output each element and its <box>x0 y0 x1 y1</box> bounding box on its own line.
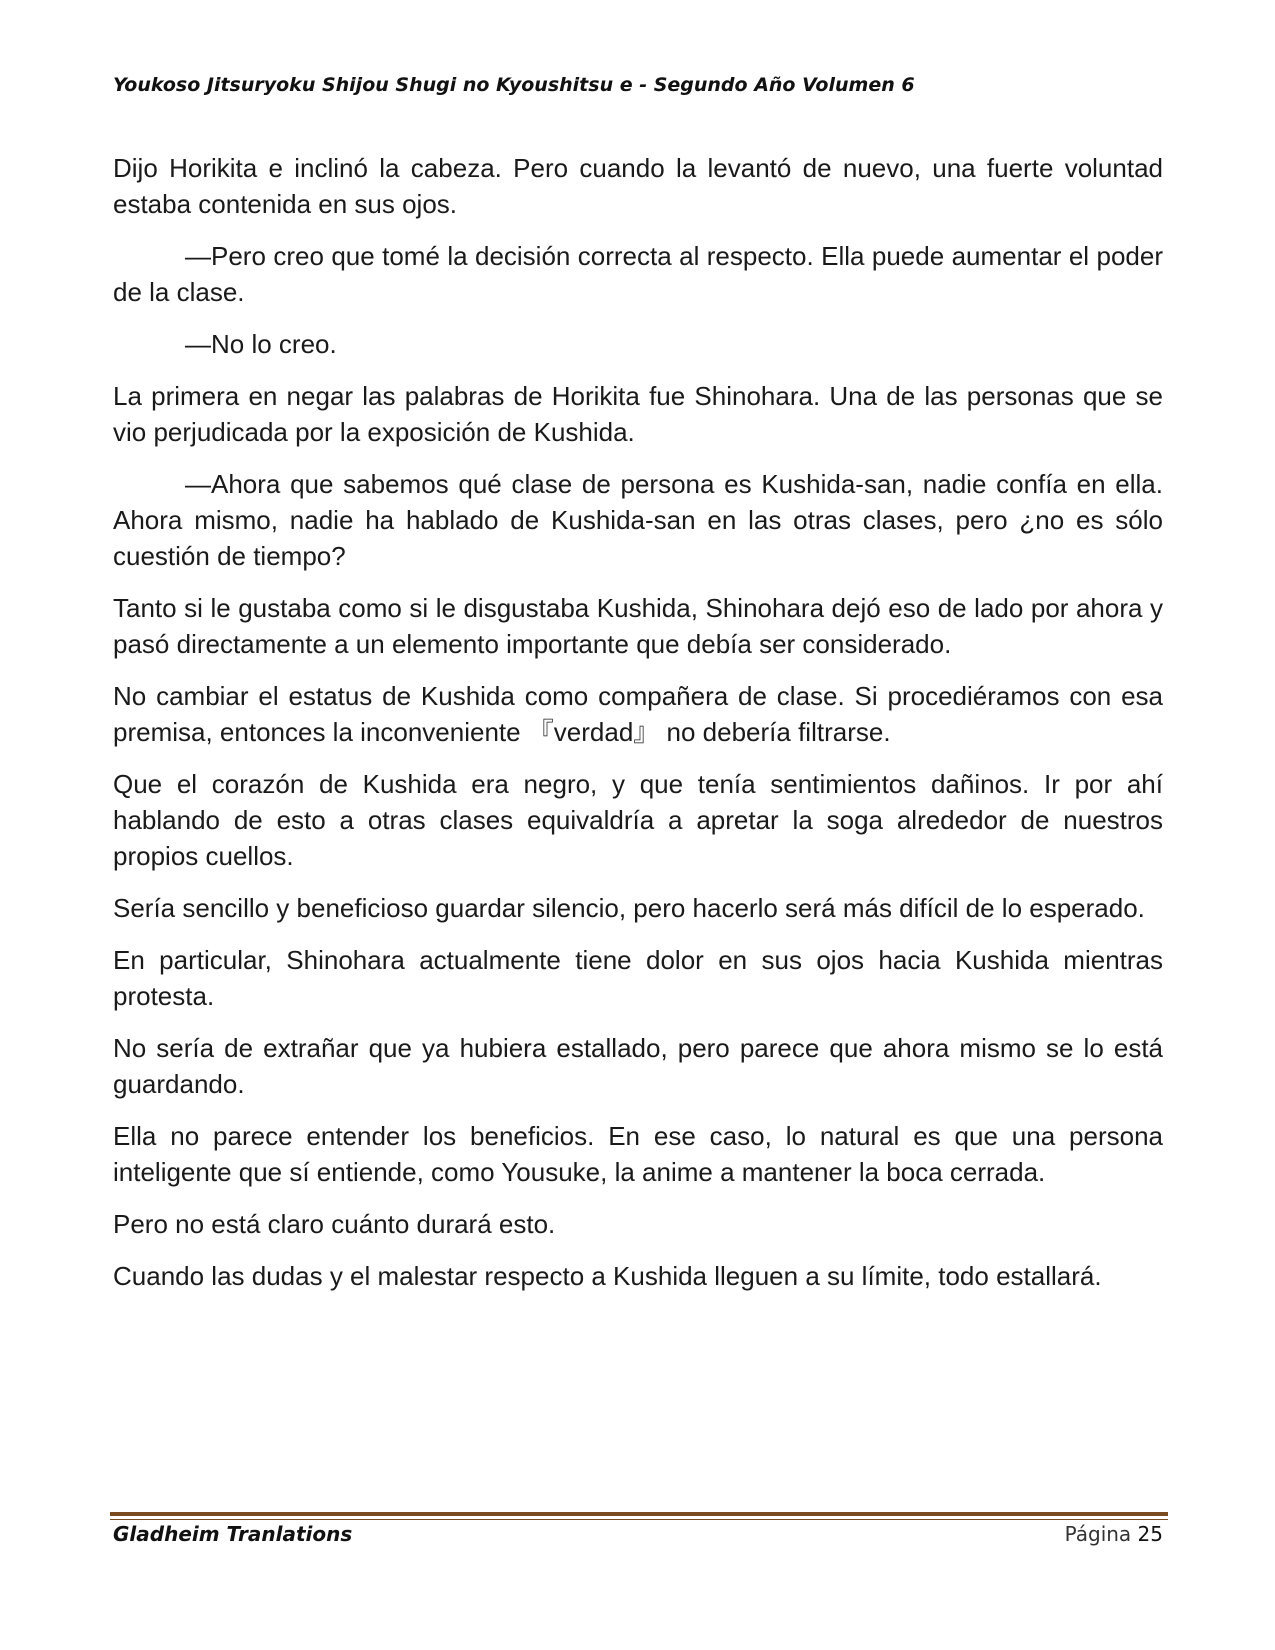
paragraph: Que el corazón de Kushida era negro, y que tenía sentimientos dañinos. Ir por ahí hablando de esto a otras clases equivaldría a apretar la soga alrededor de nuestros propios cuellos. <box>113 769 1163 871</box>
paragraph: No sería de extrañar que ya hubiera estallado, pero parece que ahora mismo se lo está guardando. <box>113 1033 1163 1099</box>
paragraph: La primera en negar las palabras de Horikita fue Shinohara. Una de las personas que se vio perjudicada por la exposición de Kushida. <box>113 381 1163 447</box>
page-label: Página <box>1064 1522 1132 1546</box>
paragraph: Sería sencillo y beneficioso guardar silencio, pero hacerlo será más difícil de lo esperado. <box>113 893 1145 923</box>
paragraph: No cambiar el estatus de Kushida como compañera de clase. Si procediéramos con esa premisa, entonces la inconveniente 『verdad』 no debería filtrarse. <box>113 681 1163 747</box>
footer-divider-thick <box>110 1512 1168 1516</box>
footer-divider-thin <box>110 1519 1168 1520</box>
footer-translator: Gladheim Tranlations <box>113 1522 353 1546</box>
dialog-paragraph: —No lo creo. <box>185 329 337 359</box>
dialog-paragraph: —Ahora que sabemos qué clase de persona es Kushida-san, nadie confía en ella. Ahora mismo, nadie ha hablado de Kushida-san en las otras clases, pero ¿no es sólo cuestión de tiempo? <box>113 469 1163 571</box>
paragraph: Dijo Horikita e inclinó la cabeza. Pero cuando la levantó de nuevo, una fuerte voluntad estaba contenida en sus ojos. <box>113 153 1163 219</box>
dialog-paragraph: —Pero creo que tomé la decisión correcta al respecto. Ella puede aumentar el poder de la clase. <box>113 241 1163 307</box>
paragraph: Tanto si le gustaba como si le disgustaba Kushida, Shinohara dejó eso de lado por ahora y pasó directamente a un elemento importante que debía ser considerado. <box>113 593 1163 659</box>
footer-divider <box>110 1512 1168 1520</box>
running-header: Youkoso Jitsuryoku Shijou Shugi no Kyoushitsu e - Segundo Año Volumen 6 <box>113 74 915 96</box>
page-number-block <box>1065 1522 1163 1546</box>
paragraph: En particular, Shinohara actualmente tiene dolor en sus ojos hacia Kushida mientras protesta. <box>113 945 1163 1011</box>
page-number: 25 <box>1137 1522 1163 1546</box>
paragraph: Cuando las dudas y el malestar respecto a Kushida lleguen a su límite, todo estallará. <box>113 1261 1102 1291</box>
page-body <box>113 150 1163 1310</box>
paragraph: Pero no está claro cuánto durará esto. <box>113 1209 556 1239</box>
paragraph: Ella no parece entender los beneficios. En ese caso, lo natural es que una persona inteligente que sí entiende, como Yousuke, la anime a mantener la boca cerrada. <box>113 1121 1163 1187</box>
